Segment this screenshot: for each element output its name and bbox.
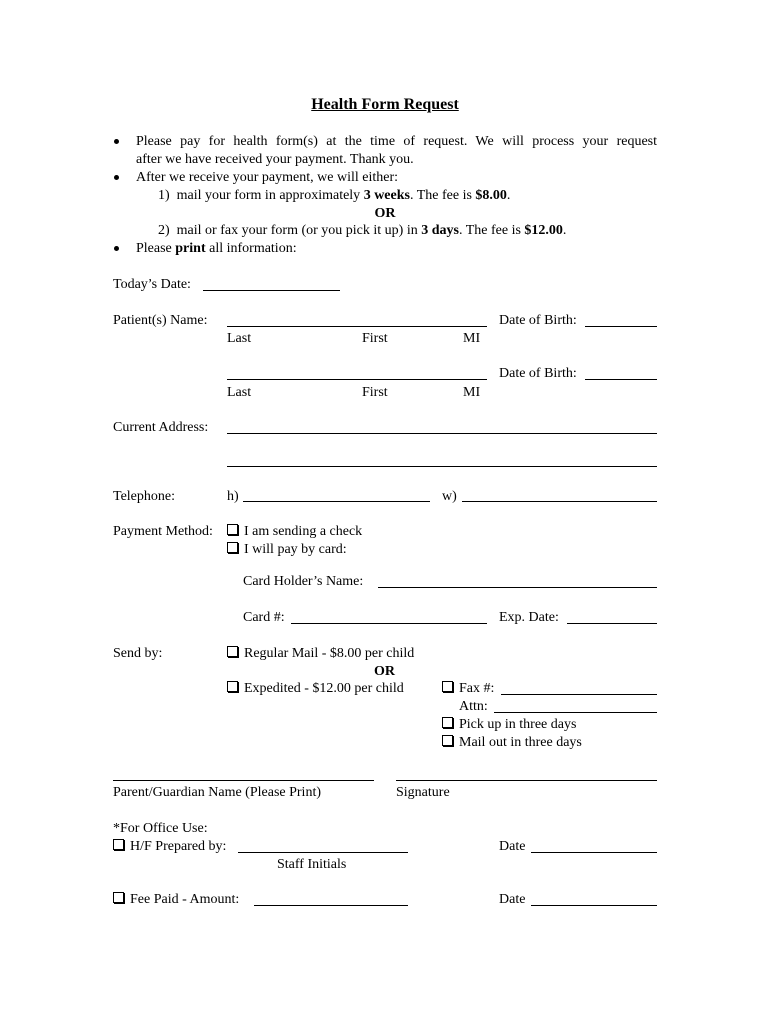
guardian-name-input[interactable]: [113, 780, 374, 781]
attn-label: Attn:: [459, 699, 488, 714]
pickup-option[interactable]: Pick up in three days: [442, 716, 576, 733]
date-label: Date: [499, 839, 526, 854]
or-separator: OR: [374, 664, 395, 679]
option-two: 2) mail or fax your form (or you pick it up) in 3 days. The fee is $12.00.: [158, 223, 567, 238]
or-separator: OR: [374, 206, 396, 221]
last-name-caption: Last: [227, 385, 252, 400]
work-phone-input[interactable]: [462, 501, 657, 502]
middle-initial-caption: MI: [463, 331, 481, 346]
expedited-option[interactable]: Expedited - $12.00 per child: [227, 680, 404, 697]
todays-date-input[interactable]: [203, 290, 340, 291]
address-line-1-input[interactable]: [227, 433, 657, 434]
checkbox-icon[interactable]: [227, 681, 238, 692]
bullet-icon: [114, 246, 119, 251]
option-text: . The fee is: [458, 223, 525, 238]
option-one: 1) mail your form in approximately 3 weeks. The fee is $8.00.: [158, 188, 511, 203]
fee-date-input[interactable]: [531, 905, 657, 906]
option-number: 1): [158, 188, 170, 203]
bullet-icon: [114, 175, 119, 180]
middle-initial-caption: MI: [463, 385, 481, 400]
date-label: Date: [499, 892, 526, 907]
instruction-text: Please print all information:: [136, 241, 297, 256]
option-text: mail or fax your form (or you pick it up) in: [176, 223, 422, 238]
first-name-caption: First: [362, 331, 388, 346]
home-phone-input[interactable]: [243, 501, 430, 502]
payment-method-label: Payment Method:: [113, 524, 213, 539]
checkbox-icon[interactable]: [113, 839, 124, 850]
regular-mail-option[interactable]: Regular Mail - $8.00 per child: [227, 645, 414, 662]
checkbox-icon[interactable]: [227, 646, 238, 657]
pay-by-check-option[interactable]: I am sending a check: [227, 523, 362, 540]
patient-name-input-2[interactable]: [227, 379, 487, 380]
fee-amount-input[interactable]: [254, 905, 408, 906]
home-phone-label: h): [227, 489, 239, 504]
office-use-header: *For Office Use:: [113, 821, 208, 836]
card-number-label: Card #:: [243, 610, 285, 625]
attn-input[interactable]: [494, 712, 657, 713]
prepared-by-input[interactable]: [238, 852, 408, 853]
prepared-date-input[interactable]: [531, 852, 657, 853]
fax-number-input[interactable]: [501, 694, 657, 695]
mailout-option[interactable]: Mail out in three days: [442, 734, 582, 751]
instruction-text: After we receive your payment, we will either:: [136, 170, 399, 185]
fee-paid-option[interactable]: Fee Paid - Amount:: [113, 891, 239, 908]
staff-initials-caption: Staff Initials: [277, 857, 347, 872]
signature-caption: Signature: [396, 785, 450, 800]
checkbox-icon[interactable]: [442, 681, 453, 692]
option-time: 3 weeks: [363, 188, 410, 203]
current-address-label: Current Address:: [113, 420, 209, 435]
checkbox-icon[interactable]: [227, 524, 238, 535]
dob-label: Date of Birth:: [499, 366, 577, 381]
todays-date-label: Today’s Date:: [113, 277, 191, 292]
option-time: 3 days: [421, 223, 459, 238]
patient-name-label: Patient(s) Name:: [113, 313, 208, 328]
exp-date-label: Exp. Date:: [499, 610, 559, 625]
instruction-text: after we have received your payment. Thank you.: [136, 152, 414, 167]
dob-input[interactable]: [585, 326, 657, 327]
instruction-text: Please pay for health form(s) at the time of request. We will process your request: [136, 134, 657, 149]
send-by-label: Send by:: [113, 646, 163, 661]
option-text: . The fee is: [409, 188, 476, 203]
last-name-caption: Last: [227, 331, 252, 346]
card-holder-input[interactable]: [378, 587, 657, 588]
dob-label: Date of Birth:: [499, 313, 577, 328]
card-number-input[interactable]: [291, 623, 487, 624]
dob-input-2[interactable]: [585, 379, 657, 380]
telephone-label: Telephone:: [113, 489, 175, 504]
checkbox-icon[interactable]: [442, 717, 453, 728]
fax-option[interactable]: Fax #:: [442, 680, 494, 697]
pay-by-card-option[interactable]: I will pay by card:: [227, 541, 347, 558]
page-title: Health Form Request: [311, 96, 459, 113]
option-text: mail your form in approximately: [176, 188, 364, 203]
guardian-name-caption: Parent/Guardian Name (Please Print): [113, 785, 321, 800]
exp-date-input[interactable]: [567, 623, 657, 624]
bullet-icon: [114, 139, 119, 144]
first-name-caption: First: [362, 385, 388, 400]
checkbox-icon[interactable]: [227, 542, 238, 553]
option-fee: $8.00: [475, 188, 507, 203]
patient-name-input[interactable]: [227, 326, 487, 327]
option-number: 2): [158, 223, 170, 238]
signature-input[interactable]: [396, 780, 657, 781]
checkbox-icon[interactable]: [113, 892, 124, 903]
address-line-2-input[interactable]: [227, 466, 657, 467]
checkbox-icon[interactable]: [442, 735, 453, 746]
work-phone-label: w): [442, 489, 457, 504]
card-holder-label: Card Holder’s Name:: [243, 574, 364, 589]
prepared-by-option[interactable]: H/F Prepared by:: [113, 838, 226, 855]
option-fee: $12.00: [524, 223, 563, 238]
